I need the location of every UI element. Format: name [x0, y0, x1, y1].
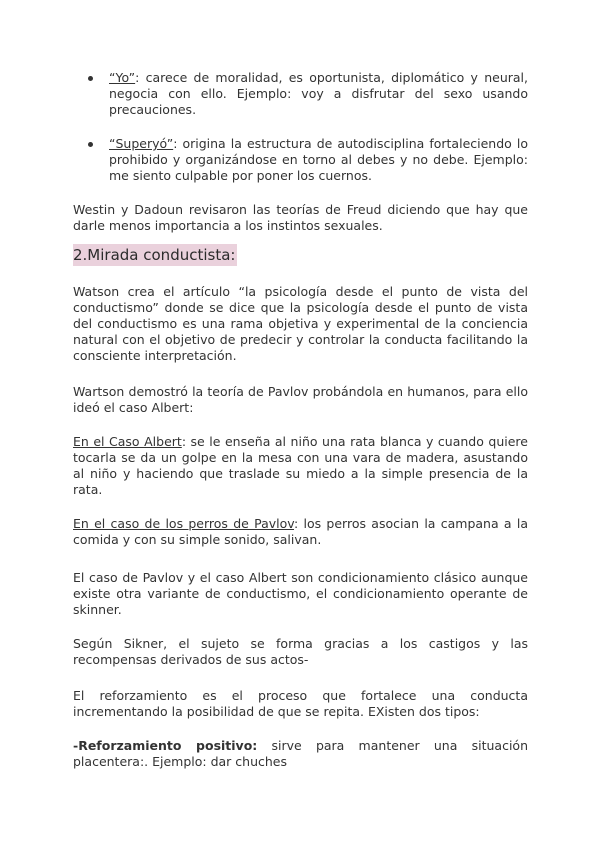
bullet-item-yo: [73, 70, 528, 118]
paragraph-wartson: Wartson demostró la teoría de Pavlov probándola en humanos, para ello ideó el caso Albert:: [73, 384, 528, 415]
paragraph-reforzamiento: El reforzamiento es el proceso que fortalece una conducta incrementando la posibilidad de que se repita. EXisten dos tipos:: [73, 688, 528, 719]
paragraph-reforzamiento-positivo: [73, 738, 528, 770]
paragraph-watson: Watson crea el artículo “la psicología desde el punto de vista del conductismo” donde se dice que la psicología desde el punto de vista del conductismo es una rama objetiva y experimental de la conciencia natural con el objetivo de predecir y controlar la conducta facilitando la consciente interpretación.: [73, 284, 528, 363]
term-caso-perros: En el caso de los perros de Pavlov: [73, 516, 295, 531]
paragraph-caso-perros: [73, 516, 528, 548]
text-yo: : carece de moralidad, es oportunista, diplomático y neural, negocia con ello. Ejemplo: voy a disfrutar del sexo usando precauciones.: [109, 70, 528, 117]
text-reforzamiento-positivo: sirve para mantener una situación placentera:. Ejemplo: dar chuches: [73, 738, 528, 769]
paragraph-condicionamiento: El caso de Pavlov y el caso Albert son condicionamiento clásico aunque existe otra variante de conductismo, el condicionamiento operante de skinner.: [73, 570, 528, 617]
term-superyo: “Superyó”: [109, 136, 174, 151]
paragraph-caso-albert: [73, 434, 528, 498]
term-yo: “Yo”: [109, 70, 136, 85]
text-caso-albert: : se le enseña al niño una rata blanca y cuando quiere tocarla se da un golpe en la mesa con una vara de madera, asustando al niño y haciendo que traslade su miedo a la simple presencia de la rata.: [73, 434, 528, 497]
bullet-list: [73, 70, 528, 184]
paragraph-skinner: Según Sikner, el sujeto se forma gracias a los castigos y las recompensas derivados de sus actos-: [73, 636, 528, 667]
document-body: [73, 70, 528, 770]
term-reforzamiento-positivo: -Reforzamiento positivo:: [73, 738, 258, 753]
paragraph-westin: Westin y Dadoun revisaron las teorías de Freud diciendo que hay que darle menos importancia a los instintos sexuales.: [73, 202, 528, 233]
text-caso-perros: : los perros asocian la campana a la comida y con su simple sonido, salivan.: [73, 516, 528, 547]
text-superyo: : origina la estructura de autodisciplina fortaleciendo lo prohibido y organizándose en torno al debes y no debe. Ejemplo: me siento culpable por poner los cuernos.: [109, 136, 528, 183]
bullet-item-superyo: [73, 136, 528, 184]
term-caso-albert: En el Caso Albert: [73, 434, 182, 449]
section-heading: 2.Mirada conductista:: [73, 246, 236, 264]
